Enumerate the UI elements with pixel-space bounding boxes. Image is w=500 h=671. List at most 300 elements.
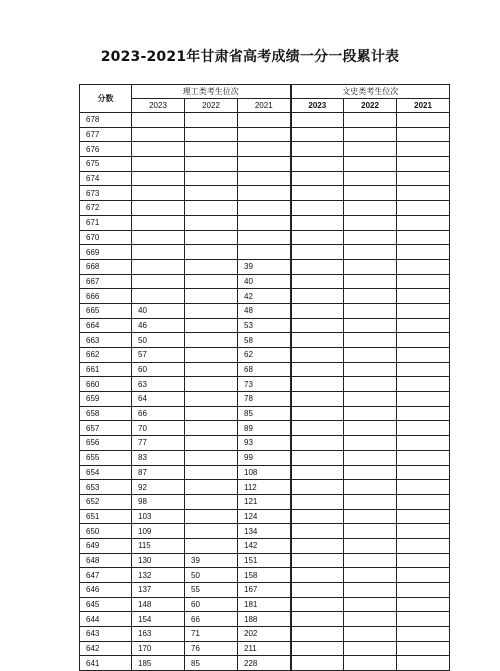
table-row: [80, 157, 450, 172]
table-row: [80, 318, 450, 333]
arts-2021-cell: [397, 524, 450, 539]
arts-2021-cell: [397, 171, 450, 186]
table-row: [80, 377, 450, 392]
arts-2023-cell: [291, 465, 344, 480]
score-cell: 666: [80, 289, 132, 304]
science-2021-cell: 73: [238, 377, 291, 392]
arts-2023-cell: [291, 289, 344, 304]
arts-2022-cell: [344, 436, 397, 451]
science-2022-cell: 71: [185, 627, 238, 642]
arts-2021-cell: [397, 627, 450, 642]
science-2022-cell: [185, 421, 238, 436]
science-2021-cell: 228: [238, 656, 291, 671]
science-2022-cell: [185, 259, 238, 274]
arts-2022-cell: [344, 612, 397, 627]
table-row: [80, 494, 450, 509]
science-2021-cell: 62: [238, 348, 291, 363]
science-2021-cell: 134: [238, 524, 291, 539]
arts-2022-cell: [344, 465, 397, 480]
arts-2022-cell: [344, 641, 397, 656]
science-2023-cell: 50: [132, 333, 185, 348]
arts-2022-cell: [344, 142, 397, 157]
science-2023-cell: [132, 245, 185, 260]
arts-2022-cell: [344, 215, 397, 230]
score-cell: 678: [80, 113, 132, 128]
score-cell: 649: [80, 538, 132, 553]
score-cell: 644: [80, 612, 132, 627]
science-2023-cell: [132, 127, 185, 142]
arts-2023-cell: [291, 524, 344, 539]
arts-2023-cell: [291, 362, 344, 377]
science-2021-cell: 89: [238, 421, 291, 436]
science-2022-cell: [185, 436, 238, 451]
science-2022-cell: [185, 392, 238, 407]
arts-2023-cell: [291, 142, 344, 157]
science-2021-cell: [238, 230, 291, 245]
arts-2021-cell: [397, 436, 450, 451]
science-2023-cell: [132, 157, 185, 172]
arts-2023-cell: [291, 436, 344, 451]
arts-2022-cell: [344, 450, 397, 465]
score-cell: 668: [80, 259, 132, 274]
arts-2022-cell: [344, 421, 397, 436]
score-cell: 656: [80, 436, 132, 451]
science-2023-cell: [132, 142, 185, 157]
score-column-header: 分数: [80, 85, 132, 113]
science-2022-cell: [185, 245, 238, 260]
science-2022-cell: [185, 362, 238, 377]
arts-2022-cell: [344, 656, 397, 671]
score-cell: 647: [80, 568, 132, 583]
science-2021-cell: [238, 113, 291, 128]
arts-2023-cell: [291, 215, 344, 230]
score-cell: 672: [80, 201, 132, 216]
score-cell: 646: [80, 583, 132, 598]
score-cell: 662: [80, 348, 132, 363]
science-2021-cell: 202: [238, 627, 291, 642]
science-2021-cell: 121: [238, 494, 291, 509]
science-2023-cell: [132, 215, 185, 230]
arts-2021-cell: [397, 186, 450, 201]
arts-2021-cell: [397, 538, 450, 553]
science-2023-cell: 163: [132, 627, 185, 642]
science-2022-cell: [185, 127, 238, 142]
score-cell: 653: [80, 480, 132, 495]
science-2022-cell: [185, 333, 238, 348]
table-row: [80, 142, 450, 157]
arts-2023-cell: [291, 509, 344, 524]
arts-2021-cell: [397, 583, 450, 598]
science-2021-cell: [238, 245, 291, 260]
arts-2022-cell: [344, 259, 397, 274]
science-2022-cell: 66: [185, 612, 238, 627]
arts-2022-cell: [344, 509, 397, 524]
arts-2022-cell: [344, 318, 397, 333]
science-2022-cell: [185, 157, 238, 172]
arts-2022-cell: [344, 157, 397, 172]
arts-2022-cell: [344, 303, 397, 318]
score-cell: 660: [80, 377, 132, 392]
table-row: [80, 450, 450, 465]
arts-2022-cell: [344, 127, 397, 142]
arts-2023-cell: [291, 318, 344, 333]
science-2022-cell: [185, 480, 238, 495]
score-cell: 654: [80, 465, 132, 480]
science-2021-cell: 78: [238, 392, 291, 407]
score-cell: 659: [80, 392, 132, 407]
score-cell: 655: [80, 450, 132, 465]
table-row: [80, 538, 450, 553]
science-2023-cell: [132, 259, 185, 274]
arts-2021-cell: [397, 612, 450, 627]
arts-2023-cell: [291, 201, 344, 216]
table-row: [80, 333, 450, 348]
science-2021-cell: [238, 186, 291, 201]
arts-2022-cell: [344, 348, 397, 363]
table-row: [80, 186, 450, 201]
science-2023-cell: 185: [132, 656, 185, 671]
arts-group-header: 文史类考生位次: [291, 85, 450, 99]
arts-2023-cell: [291, 406, 344, 421]
arts-2021-cell: [397, 553, 450, 568]
science-2021-cell: 124: [238, 509, 291, 524]
arts-2022-cell: [344, 186, 397, 201]
arts-2022-cell: [344, 553, 397, 568]
score-cell: 669: [80, 245, 132, 260]
science-2023-cell: 77: [132, 436, 185, 451]
science-2021-cell: [238, 201, 291, 216]
table-row: [80, 553, 450, 568]
science-2023-cell: 170: [132, 641, 185, 656]
score-cell: 645: [80, 597, 132, 612]
science-2023-cell: 103: [132, 509, 185, 524]
arts-2023-cell: [291, 583, 344, 598]
arts-2021-cell: [397, 201, 450, 216]
table-row: [80, 421, 450, 436]
science-2022-cell: [185, 450, 238, 465]
table-row: [80, 113, 450, 128]
arts-2023-cell: [291, 377, 344, 392]
science-2022-cell: [185, 186, 238, 201]
science-2023-cell: [132, 186, 185, 201]
science-2023-cell: 66: [132, 406, 185, 421]
arts-2021-cell: [397, 421, 450, 436]
science-2021-cell: 40: [238, 274, 291, 289]
arts-2023-cell: [291, 274, 344, 289]
science-2022-cell: [185, 377, 238, 392]
arts-2022-cell: [344, 480, 397, 495]
science-2022-cell: [185, 303, 238, 318]
score-cell: 650: [80, 524, 132, 539]
arts-2022-cell: [344, 201, 397, 216]
science-2023-cell: 40: [132, 303, 185, 318]
science-2023-cell: 60: [132, 362, 185, 377]
score-cell: 667: [80, 274, 132, 289]
science-2023-cell: 64: [132, 392, 185, 407]
table-row: [80, 245, 450, 260]
arts-2021-cell: [397, 142, 450, 157]
arts-2021-cell: [397, 113, 450, 128]
arts-2023-cell: [291, 450, 344, 465]
science-2021-cell: 48: [238, 303, 291, 318]
science-2022-cell: [185, 318, 238, 333]
arts-2023-cell: [291, 568, 344, 583]
arts-2021-cell: [397, 215, 450, 230]
score-cell: 651: [80, 509, 132, 524]
score-cell: 670: [80, 230, 132, 245]
science-year-header: 2022: [185, 99, 238, 113]
arts-2022-cell: [344, 406, 397, 421]
science-2023-cell: 130: [132, 553, 185, 568]
science-year-header: 2023: [132, 99, 185, 113]
science-2021-cell: [238, 142, 291, 157]
science-2023-cell: 92: [132, 480, 185, 495]
science-2021-cell: 158: [238, 568, 291, 583]
score-cell: 663: [80, 333, 132, 348]
table-row: [80, 259, 450, 274]
arts-2021-cell: [397, 392, 450, 407]
arts-2022-cell: [344, 583, 397, 598]
table-row: [80, 215, 450, 230]
science-2023-cell: [132, 274, 185, 289]
science-2023-cell: 137: [132, 583, 185, 598]
arts-2023-cell: [291, 333, 344, 348]
science-2022-cell: [185, 274, 238, 289]
arts-2023-cell: [291, 494, 344, 509]
table-row: [80, 362, 450, 377]
arts-2022-cell: [344, 274, 397, 289]
science-2022-cell: 76: [185, 641, 238, 656]
science-2023-cell: 154: [132, 612, 185, 627]
science-2023-cell: 115: [132, 538, 185, 553]
table-row: [80, 597, 450, 612]
science-2022-cell: [185, 348, 238, 363]
arts-2023-cell: [291, 421, 344, 436]
table-row: [80, 509, 450, 524]
arts-2022-cell: [344, 289, 397, 304]
score-cell: 648: [80, 553, 132, 568]
arts-2021-cell: [397, 303, 450, 318]
table-row: [80, 348, 450, 363]
page-title: 2023-2021年甘肃省高考成绩一分一段累计表: [100, 49, 400, 65]
arts-2023-cell: [291, 259, 344, 274]
arts-2021-cell: [397, 289, 450, 304]
table-row: [80, 127, 450, 142]
science-2022-cell: 60: [185, 597, 238, 612]
science-2022-cell: [185, 406, 238, 421]
science-2023-cell: [132, 201, 185, 216]
arts-2023-cell: [291, 627, 344, 642]
arts-2023-cell: [291, 538, 344, 553]
arts-2023-cell: [291, 553, 344, 568]
science-2021-cell: [238, 215, 291, 230]
score-cell: 675: [80, 157, 132, 172]
science-year-header: 2021: [238, 99, 291, 113]
arts-2023-cell: [291, 171, 344, 186]
arts-2022-cell: [344, 524, 397, 539]
science-2023-cell: 83: [132, 450, 185, 465]
science-2021-cell: 188: [238, 612, 291, 627]
arts-2022-cell: [344, 538, 397, 553]
score-cell: 671: [80, 215, 132, 230]
table-header-row: [80, 85, 450, 99]
science-2021-cell: 181: [238, 597, 291, 612]
arts-year-header: 2021: [397, 99, 450, 113]
science-2023-cell: 109: [132, 524, 185, 539]
science-2023-cell: 87: [132, 465, 185, 480]
arts-2022-cell: [344, 230, 397, 245]
science-2021-cell: 93: [238, 436, 291, 451]
science-2023-cell: 148: [132, 597, 185, 612]
science-2022-cell: [185, 215, 238, 230]
table-row: [80, 201, 450, 216]
arts-2022-cell: [344, 568, 397, 583]
arts-2021-cell: [397, 656, 450, 671]
arts-2021-cell: [397, 333, 450, 348]
science-2023-cell: [132, 113, 185, 128]
score-cell: 673: [80, 186, 132, 201]
science-2023-cell: 98: [132, 494, 185, 509]
science-2023-cell: 132: [132, 568, 185, 583]
science-2022-cell: [185, 524, 238, 539]
science-2021-cell: 42: [238, 289, 291, 304]
science-2022-cell: [185, 201, 238, 216]
arts-2021-cell: [397, 597, 450, 612]
table-row: [80, 641, 450, 656]
science-2022-cell: [185, 494, 238, 509]
science-2023-cell: 46: [132, 318, 185, 333]
score-cell: 676: [80, 142, 132, 157]
arts-2022-cell: [344, 494, 397, 509]
arts-2021-cell: [397, 127, 450, 142]
science-2022-cell: [185, 509, 238, 524]
science-2022-cell: [185, 465, 238, 480]
arts-2021-cell: [397, 245, 450, 260]
science-2021-cell: 151: [238, 553, 291, 568]
arts-2022-cell: [344, 627, 397, 642]
table-row: [80, 656, 450, 671]
science-2022-cell: 39: [185, 553, 238, 568]
science-2021-cell: 99: [238, 450, 291, 465]
arts-year-header: 2022: [344, 99, 397, 113]
arts-2022-cell: [344, 333, 397, 348]
arts-2023-cell: [291, 348, 344, 363]
arts-2022-cell: [344, 113, 397, 128]
science-2021-cell: 68: [238, 362, 291, 377]
arts-2023-cell: [291, 157, 344, 172]
arts-2021-cell: [397, 274, 450, 289]
arts-2021-cell: [397, 318, 450, 333]
arts-2022-cell: [344, 171, 397, 186]
arts-2023-cell: [291, 392, 344, 407]
arts-2023-cell: [291, 641, 344, 656]
science-2022-cell: [185, 113, 238, 128]
arts-2021-cell: [397, 230, 450, 245]
science-2021-cell: 108: [238, 465, 291, 480]
science-2022-cell: [185, 230, 238, 245]
table-year-row: [80, 99, 450, 113]
science-2022-cell: 55: [185, 583, 238, 598]
science-2021-cell: 53: [238, 318, 291, 333]
science-2022-cell: 85: [185, 656, 238, 671]
arts-2023-cell: [291, 230, 344, 245]
arts-2021-cell: [397, 568, 450, 583]
score-cell: 674: [80, 171, 132, 186]
arts-2021-cell: [397, 362, 450, 377]
arts-2023-cell: [291, 597, 344, 612]
arts-2021-cell: [397, 509, 450, 524]
arts-2021-cell: [397, 450, 450, 465]
score-cell: 642: [80, 641, 132, 656]
score-cell: 657: [80, 421, 132, 436]
science-2021-cell: [238, 171, 291, 186]
arts-2022-cell: [344, 362, 397, 377]
arts-2023-cell: [291, 186, 344, 201]
table-row: [80, 436, 450, 451]
science-2021-cell: 167: [238, 583, 291, 598]
score-cell: 677: [80, 127, 132, 142]
table-row: [80, 627, 450, 642]
table-row: [80, 274, 450, 289]
arts-2022-cell: [344, 377, 397, 392]
score-cell: 643: [80, 627, 132, 642]
table-body: [80, 113, 450, 671]
table-row: [80, 612, 450, 627]
arts-2023-cell: [291, 656, 344, 671]
arts-2021-cell: [397, 480, 450, 495]
science-2021-cell: 112: [238, 480, 291, 495]
arts-2022-cell: [344, 245, 397, 260]
science-2021-cell: [238, 157, 291, 172]
science-2021-cell: 142: [238, 538, 291, 553]
arts-2021-cell: [397, 494, 450, 509]
science-2022-cell: 50: [185, 568, 238, 583]
table-row: [80, 406, 450, 421]
science-2022-cell: [185, 289, 238, 304]
science-group-header: 理工类考生位次: [132, 85, 291, 99]
arts-2023-cell: [291, 127, 344, 142]
table-row: [80, 171, 450, 186]
score-cell: 652: [80, 494, 132, 509]
table-row: [80, 583, 450, 598]
arts-2023-cell: [291, 245, 344, 260]
table-row: [80, 465, 450, 480]
science-2023-cell: 63: [132, 377, 185, 392]
arts-year-header: 2023: [291, 99, 344, 113]
science-2023-cell: [132, 289, 185, 304]
table-row: [80, 524, 450, 539]
score-rank-table: [79, 84, 450, 671]
arts-2021-cell: [397, 377, 450, 392]
score-cell: 664: [80, 318, 132, 333]
science-2023-cell: [132, 171, 185, 186]
score-cell: 665: [80, 303, 132, 318]
science-2022-cell: [185, 171, 238, 186]
science-2021-cell: 58: [238, 333, 291, 348]
arts-2021-cell: [397, 348, 450, 363]
science-2023-cell: [132, 230, 185, 245]
arts-2021-cell: [397, 641, 450, 656]
arts-2023-cell: [291, 612, 344, 627]
score-cell: 661: [80, 362, 132, 377]
arts-2021-cell: [397, 406, 450, 421]
science-2023-cell: 57: [132, 348, 185, 363]
table-row: [80, 392, 450, 407]
table-row: [80, 568, 450, 583]
science-2022-cell: [185, 142, 238, 157]
table-row: [80, 303, 450, 318]
table-row: [80, 289, 450, 304]
